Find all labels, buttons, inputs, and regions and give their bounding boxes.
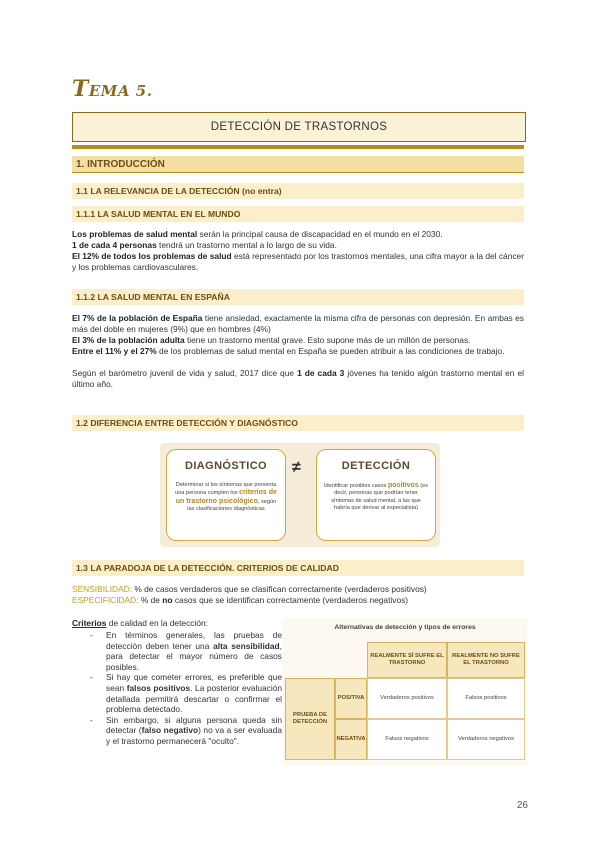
cell-false-positive: Falsos positivos [447,678,525,719]
list-item: - Sin embargo, si alguna persona queda sin detectar (falso negativo) no va a ser evaluada y el trastorno permanecerá "oculto". [106,715,282,747]
col-header-yes: REALMENTE SÍ SUFRE EL TRASTORNO [367,642,447,678]
row-header-test: PRUEBA DE DETECCIÓN [285,678,335,760]
quality-definitions: SENSIBILIDAD: % de casos verdaderos que se clasifican correctamente (verdaderos positivos) ESPECIFICIDAD: % de no casos que se identifican correctamente (verdaderos negativos) [72,584,427,605]
diagnosis-detection-diagram [160,443,440,547]
col-header-no: REALMENTE NO SUFRE EL TRASTORNO [447,642,525,678]
espana-paragraph: El 7% de la población de España tiene ansiedad, exactamente la misma cifra de personas con depresión. En ambas es más del doble en mujeres (9%) que en hombres (4%) El 3% de la población adulta tiene un trastorno mental grave. Esto supone más de un millón de personas. Entre el 11% y el 27% de los problemas de salud mental en España se pueden atribuir a las condiciones de trabajo. Según el barómetro juvenil de vida y salud, 2017 dice que 1 de cada 3 jóvenes ha tenido algún trastorno mental en el último año. [72,313,524,389]
subheading-1-1: 1.1 LA RELEVANCIA DE LA DETECCIÓN (no entra) [72,183,524,199]
chapter-title: TEMA 5. [72,76,153,102]
topic-title-box [72,112,526,142]
page-number: 26 [516,800,528,811]
subheading-1-1-1: 1.1.1 LA SALUD MENTAL EN EL MUNDO [72,206,524,222]
not-equal-sign: ≠ [292,459,301,476]
cell-true-positive: Verdaderos positivos [367,678,447,719]
error-table-title: Alternativas de detección y tipos de errores [334,624,476,631]
detection-title: DETECCIÓN [341,460,411,472]
diagnosis-title: DIAGNÓSTICO [184,460,267,472]
row-negative: NEGATIVA [335,719,367,760]
cell-true-negative: Verdaderos negativos [447,719,525,760]
criteria-intro: Criterios de calidad en la detección: [72,618,208,628]
detection-text: Identificar posibles casos positivos (es decir, personas que podrían tener síntomas de salud mental, a las que habría que derivar al especialista) [323,482,429,512]
section-heading-1: 1. INTRODUCCIÓN [72,156,524,173]
diagnosis-card [166,449,286,541]
list-item: - Si hay que cometer errores, es preferible que sean falsos positivos. La posterior evaluación detallada permitirá descartar o confirmar el problema detectado. [106,672,282,714]
divider-bar [72,145,524,149]
list-item: - En términos generales, las pruebas de detección deben tener una alta sensibilidad, para detectar el mayor número de casos posibles. [106,630,282,672]
subheading-1-2: 1.2 DIFERENCIA ENTRE DETECCIÓN Y DIAGNÓSTICO [72,415,524,431]
subheading-1-3: 1.3 LA PARADOJA DE LA DETECCIÓN. CRITERIOS DE CALIDAD [72,560,524,576]
mundo-paragraph: Los problemas de salud mental serán la principal causa de discapacidad en el mundo en el 2030. 1 de cada 4 personas tendrá un trastorno mental a lo largo de su vida. El 12% de todos los problemas de salud está representado por los trastornos mentales, una cifra mayor a la del cáncer y los problemas cardiovasculares. [72,229,524,272]
topic-title: DETECCIÓN DE TRASTORNOS [210,121,388,133]
error-types-table [283,618,527,766]
criteria-list [82,630,282,747]
cell-false-negative: Falsos negativos [367,719,447,760]
diagnosis-text: Determinar si los síntomas que presenta una persona cumplen los criterios de un trastorno psicológico, según las clasificaciones diagnósticas [175,482,277,513]
detection-card [316,449,436,541]
row-positive: POSITIVA [335,678,367,719]
subheading-1-1-2: 1.1.2 LA SALUD MENTAL EN ESPAÑA [72,289,524,305]
